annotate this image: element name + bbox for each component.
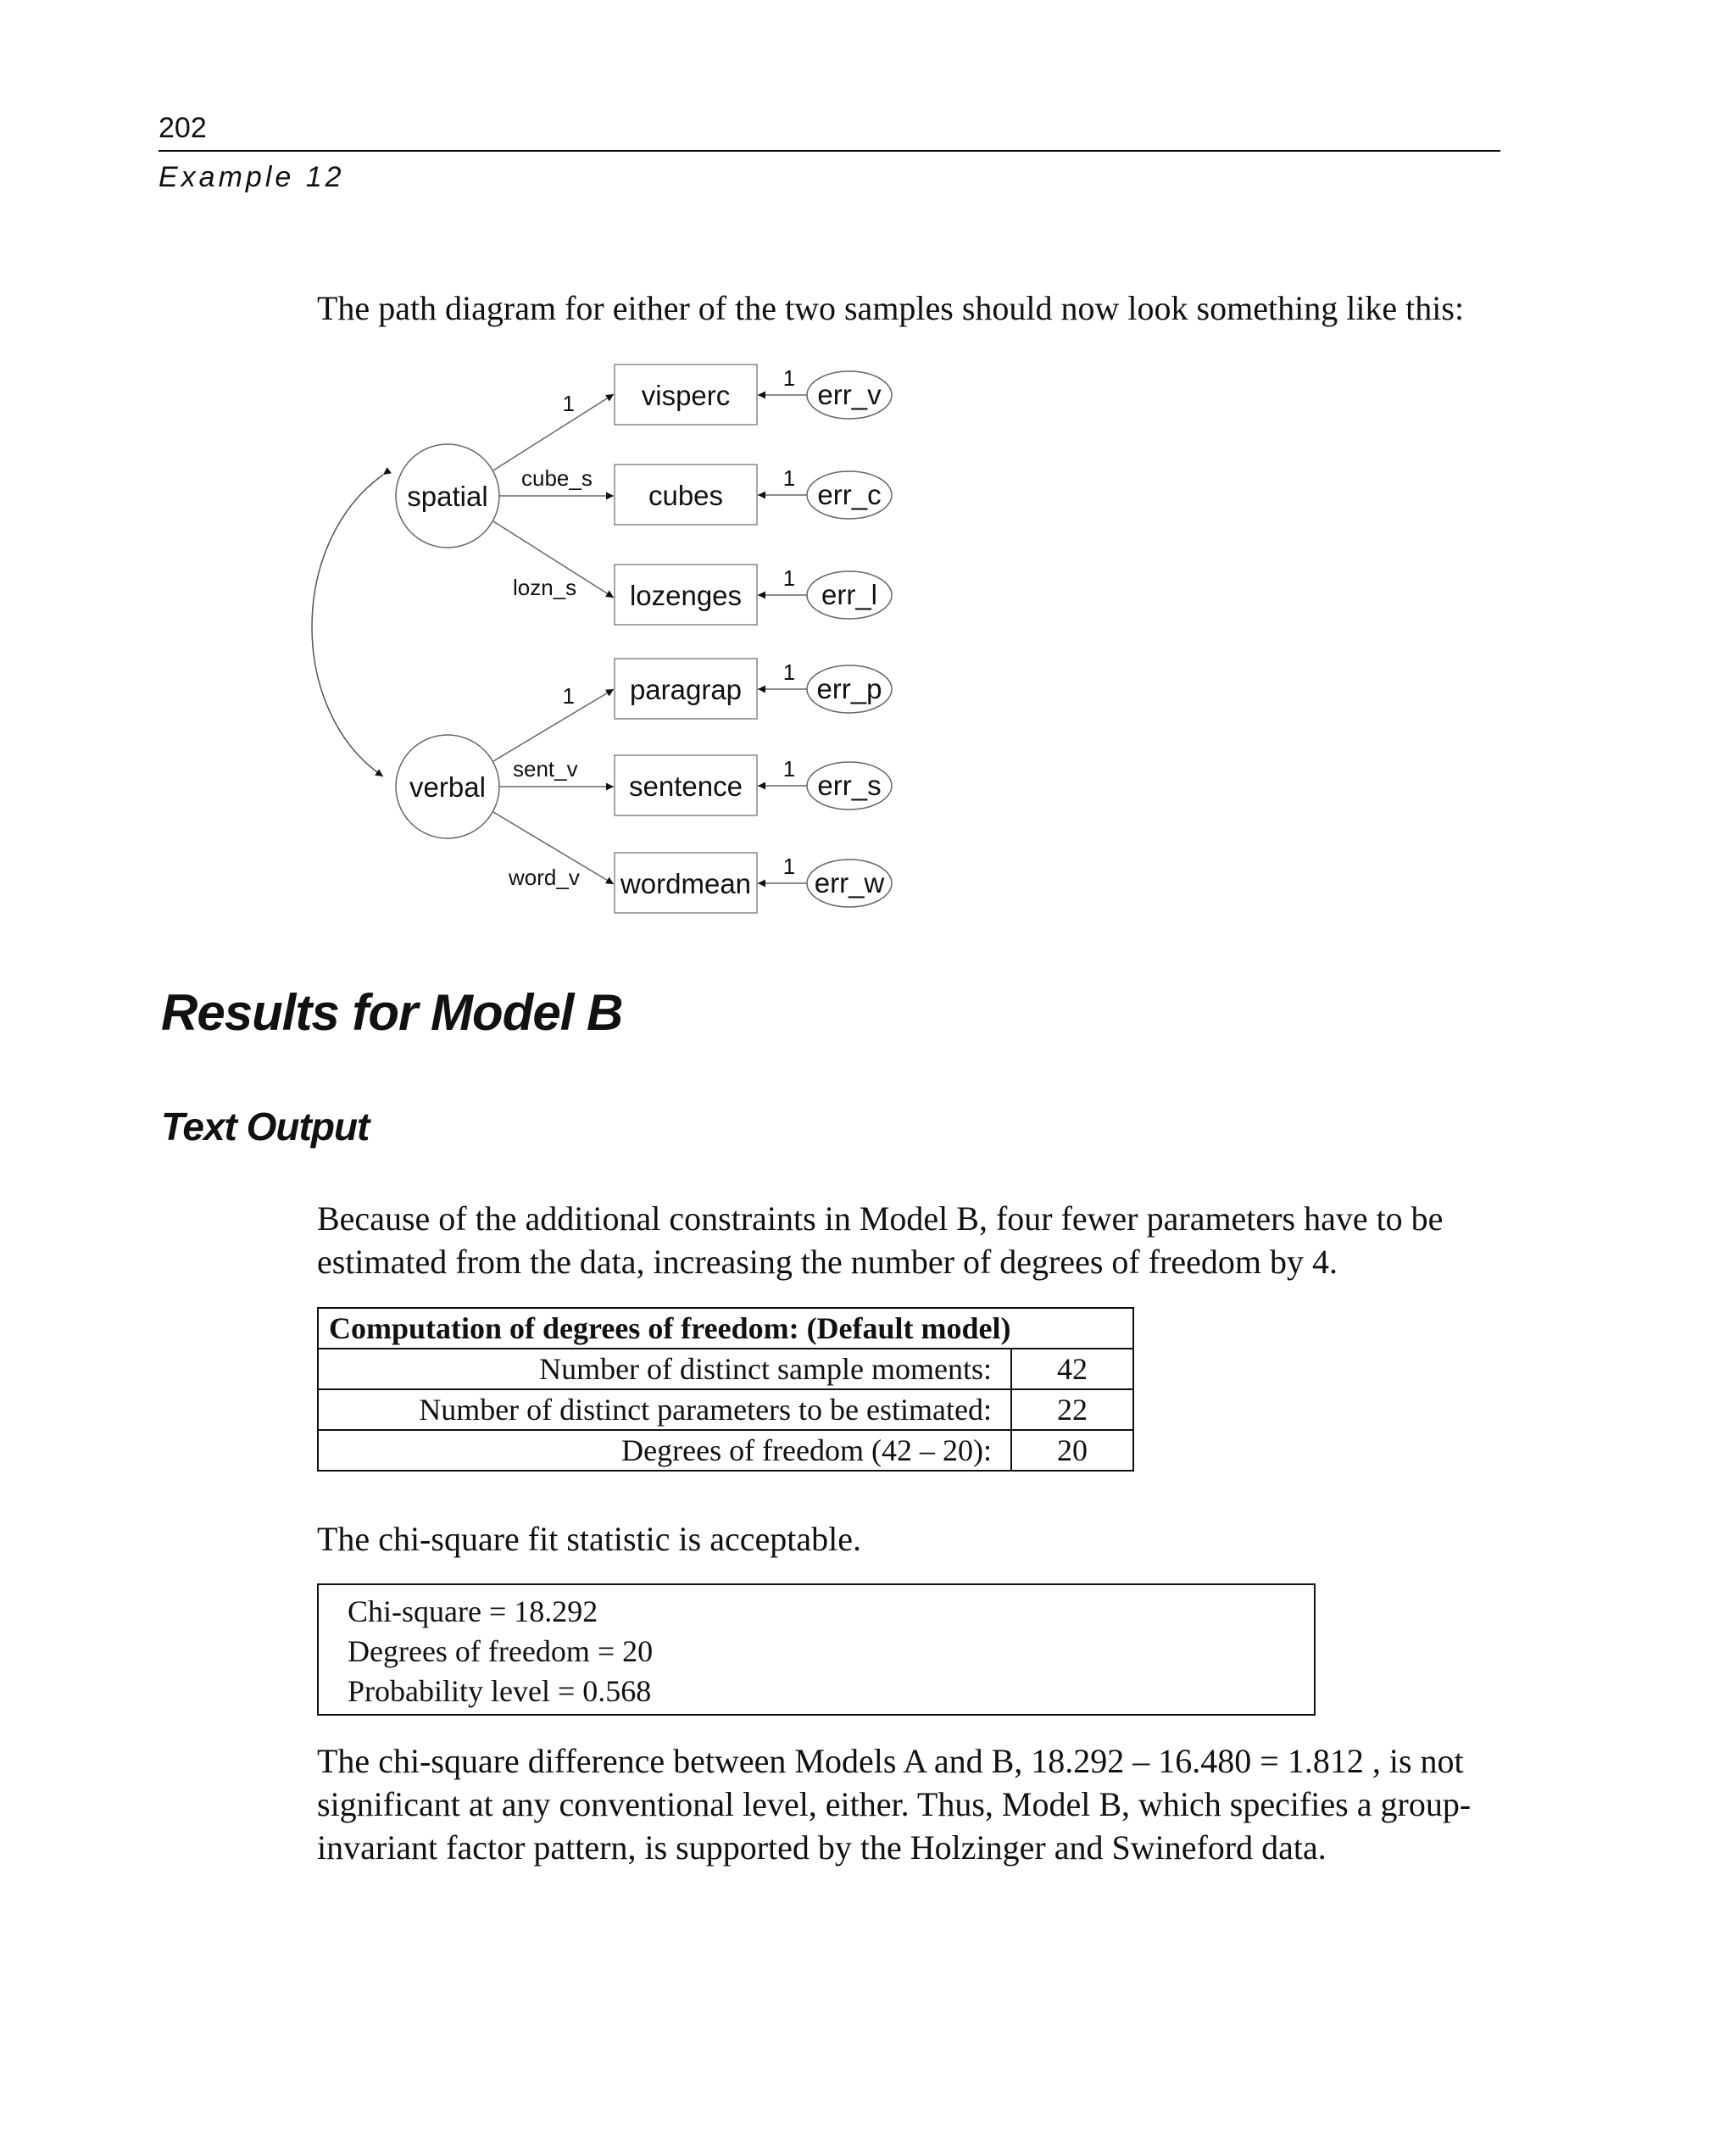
error-weight-label: 1	[782, 756, 796, 782]
df-table-title: Computation of degrees of freedom: (Default model)	[318, 1308, 1133, 1349]
error-err_p	[807, 665, 892, 713]
observed-label: cubes	[648, 480, 724, 511]
loading-label: sent_v	[513, 756, 578, 782]
error-label: err_c	[817, 479, 882, 510]
table-row	[318, 1389, 1133, 1430]
observed-label: wordmean	[620, 868, 752, 899]
loading-label: word_v	[509, 865, 580, 890]
loading-label: lozn_s	[513, 575, 577, 600]
observed-label: sentence	[629, 771, 743, 802]
df-table	[317, 1307, 1134, 1472]
chi-square-line: Chi-square = 18.292	[348, 1594, 598, 1628]
loading-label: cube_s	[521, 465, 593, 491]
running-head: Example 12	[159, 161, 345, 193]
conclusion-paragraph: The chi-square difference between Models A and B, 18.292 – 16.480 = 1.812 , is not significant at any conventional level, either. Thus, Model B, which specifies a group-invariant factor pattern, is supported by the Holzinger and Swineford data.	[317, 1742, 1472, 1867]
observed-wordmean	[615, 853, 757, 913]
section-heading: Results for Model B	[161, 984, 623, 1041]
error-weight-label: 1	[782, 854, 796, 879]
probability-line: Probability level = 0.568	[348, 1674, 652, 1708]
df-row-value: 42	[1011, 1349, 1133, 1389]
error-label: err_w	[814, 867, 885, 899]
observed-cubes	[615, 465, 757, 525]
table-row	[318, 1349, 1133, 1389]
error-weight-label: 1	[782, 565, 796, 591]
latent-verbal	[396, 735, 499, 838]
error-weight-label: 1	[782, 659, 796, 685]
latent-label: spatial	[407, 481, 488, 512]
observed-label: lozenges	[629, 580, 743, 611]
table-row	[318, 1430, 1133, 1471]
error-err_s	[807, 762, 892, 810]
loading-label: 1	[562, 391, 575, 416]
error-label: err_s	[817, 770, 882, 801]
error-err_l	[807, 571, 892, 619]
error-label: err_l	[821, 579, 878, 610]
error-weight-label: 1	[782, 365, 796, 391]
page-number: 202	[159, 112, 207, 144]
observed-visperc	[615, 364, 757, 425]
loading-label: 1	[562, 683, 575, 709]
df-row-label: Degrees of freedom (42 – 20):	[318, 1430, 1011, 1471]
header-rule	[159, 150, 1500, 152]
degrees-of-freedom-line: Degrees of freedom = 20	[348, 1634, 654, 1668]
covariance-arc	[312, 475, 383, 776]
observed-paragrap	[615, 659, 757, 719]
observed-sentence	[615, 755, 757, 815]
error-err_v	[807, 371, 892, 419]
chi-square-intro: The chi-square fit statistic is acceptable.	[317, 1520, 861, 1558]
error-err_c	[807, 471, 892, 519]
df-row-value: 20	[1011, 1430, 1133, 1471]
path-diagram	[305, 356, 915, 915]
df-row-label: Number of distinct sample moments:	[318, 1349, 1011, 1389]
df-row-value: 22	[1011, 1389, 1133, 1430]
observed-lozenges	[615, 565, 757, 625]
chi-square-box	[317, 1583, 1316, 1716]
error-label: err_v	[817, 379, 882, 410]
loading-arrow	[493, 394, 614, 470]
loading-arrow	[493, 689, 614, 761]
df-row-label: Number of distinct parameters to be estimated:	[318, 1389, 1011, 1430]
intro-paragraph: The path diagram for either of the two samples should now look something like this:	[317, 289, 1465, 327]
constraints-paragraph: Because of the additional constraints in Model B, four fewer parameters have to be estimated from the data, increasing the number of degrees of freedom by 4.	[317, 1199, 1444, 1281]
observed-label: visperc	[641, 380, 731, 411]
latent-label: verbal	[409, 771, 486, 803]
observed-label: paragrap	[629, 674, 743, 705]
error-err_w	[807, 860, 892, 907]
subsection-heading: Text Output	[161, 1104, 370, 1149]
latent-spatial	[396, 444, 499, 548]
error-weight-label: 1	[782, 465, 796, 491]
error-label: err_p	[816, 673, 882, 704]
